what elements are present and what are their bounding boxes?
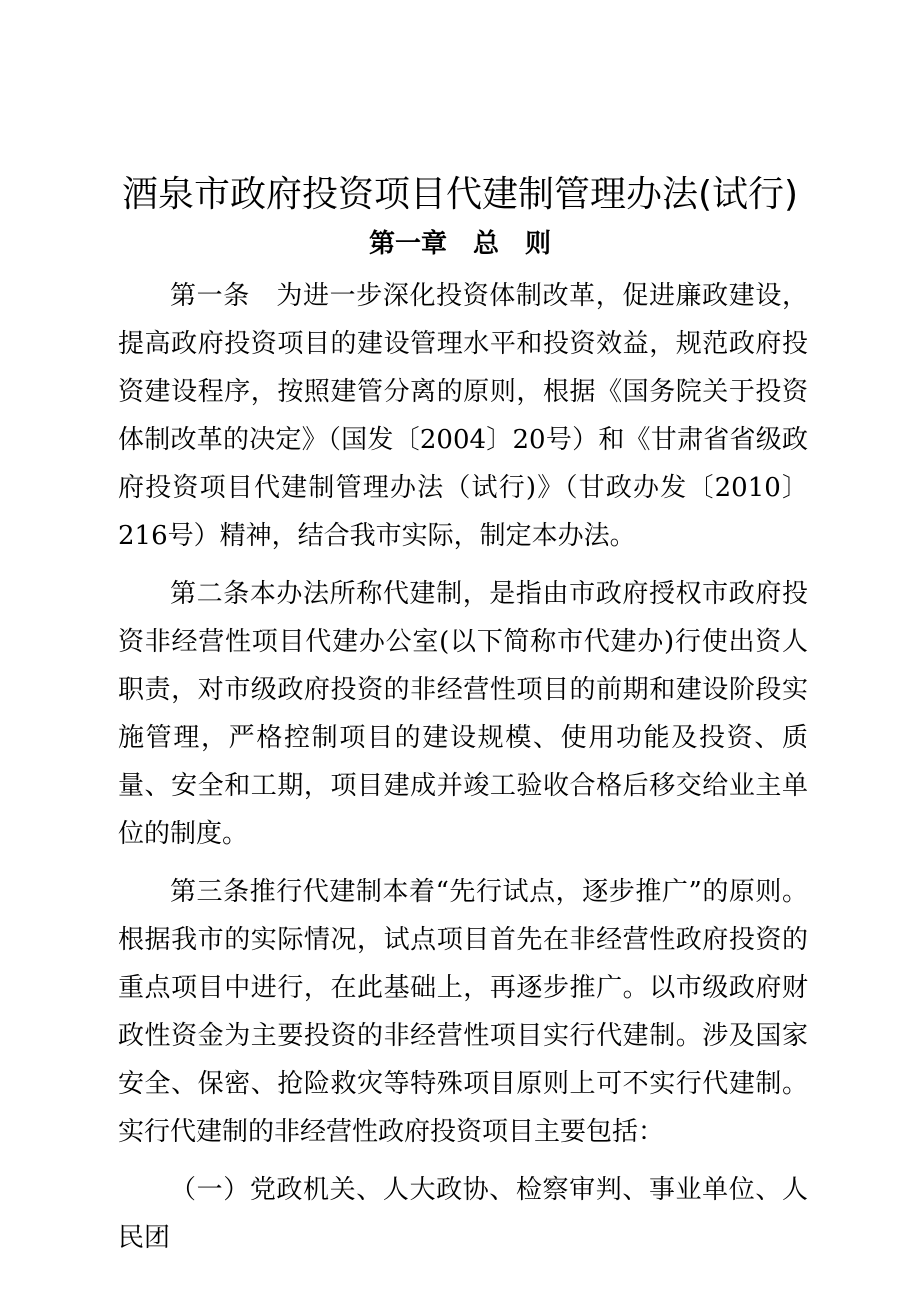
- document-body: [118, 272, 808, 1272]
- chapter-title: 第一章 总 则: [368, 229, 551, 259]
- article-3-paragraph: 第三条推行代建制本着“先行试点，逐步推广”的原则。根据我市的实际情况，试点项目首先在非经营性政府投资的重点项目中进行，在此基础上，再逐步推广。以市级政府财政性资金为主要投资的非经营性项目实行代建制。涉及国家安全、保密、抢险救灾等特殊项目原则上可不实行代建制。实行代建制的非经营性政府投资项目主要包括：: [118, 877, 808, 1147]
- article-2-paragraph: 第二条本办法所称代建制，是指由市政府授权市政府投资非经营性项目代建办公室(以下简称市代建办)行使出资人职责，对市级政府投资的非经营性项目的前期和建设阶段实施管理，严格控制项目的建设规模、使用功能及投资、质量、安全和工期，项目建成并竣工验收合格后移交给业主单位的制度。: [118, 579, 808, 849]
- article-1-paragraph: 第一条 为进一步深化投资体制改革，促进廉政建设，提高政府投资项目的建设管理水平和投资效益，规范政府投资建设程序，按照建管分离的原则，根据《国务院关于投资体制改革的决定》（国发〔2004〕20号）和《甘肃省省级政府投资项目代建制管理办法（试行)》（甘政办发〔2010〕216号）精神，结合我市实际，制定本办法。: [118, 281, 808, 551]
- document-title: 酒泉市政府投资项目代建制管理办法(试行): [121, 174, 799, 215]
- list-item-1-paragraph: （一）党政机关、人大政协、检察审判、事业单位、人民团: [118, 1175, 808, 1253]
